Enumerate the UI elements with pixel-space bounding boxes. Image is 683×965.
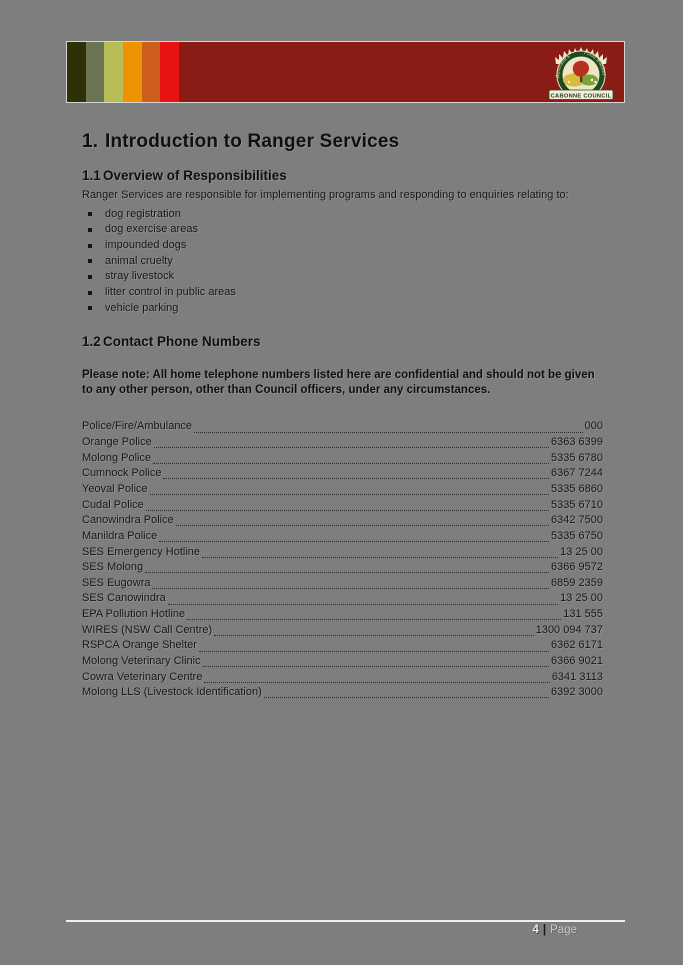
list-item (82, 269, 603, 285)
dotted-leader (150, 494, 549, 495)
dotted-leader (145, 572, 549, 573)
phone-row (82, 435, 603, 451)
contact-name: Cumnock Police (82, 467, 162, 480)
contact-name: Police/Fire/Ambulance (82, 420, 193, 433)
logo-ribbon-text: CABONNE COUNCIL (550, 93, 612, 100)
logo-arc-right-text: Food Basket (583, 50, 607, 76)
section-number: 1.2 (82, 334, 101, 350)
section-label: Contact Phone Numbers (103, 334, 261, 350)
list-item-label: stray livestock (105, 270, 175, 283)
contact-name: Canowindra Police (82, 514, 174, 527)
phone-row (82, 560, 603, 576)
phone-row (82, 498, 603, 514)
contact-number: 131 555 (563, 608, 603, 621)
phone-row (82, 451, 603, 467)
contact-number: 5335 6860 (551, 482, 603, 495)
section-heading-contacts (82, 334, 603, 349)
list-item (82, 254, 603, 270)
dotted-leader (187, 619, 561, 620)
contact-number: 6363 6399 (551, 436, 603, 449)
list-item-label: impounded dogs (105, 238, 187, 251)
contact-number: 5335 6780 (551, 451, 603, 464)
dotted-leader (176, 525, 549, 526)
phone-row (82, 513, 603, 529)
contact-number: 13 25 00 (560, 592, 603, 605)
contact-name: Orange Police (82, 436, 152, 449)
dotted-leader (199, 651, 549, 652)
dotted-leader (159, 541, 549, 542)
color-stripe (160, 42, 179, 102)
dotted-leader (202, 557, 558, 558)
contact-number: 5335 6710 (551, 498, 603, 511)
list-item-label: dog registration (105, 207, 181, 220)
contact-number: 6392 3000 (551, 686, 603, 699)
phone-row (82, 607, 603, 623)
phone-row (82, 591, 603, 607)
phone-row (82, 654, 603, 670)
list-item (82, 207, 603, 223)
contact-name: Cudal Police (82, 498, 144, 511)
page-title (82, 131, 603, 153)
square-bullet-icon (88, 291, 92, 295)
contact-name: EPA Pollution Hotline (82, 608, 186, 621)
contact-number: 6367 7244 (551, 467, 603, 480)
contact-number: 1300 094 737 (535, 623, 603, 636)
contact-name: Molong Veterinary Clinic (82, 655, 201, 668)
document-content (82, 124, 603, 701)
responsibilities-list (82, 207, 603, 317)
contact-name: Cowra Veterinary Centre (82, 670, 203, 683)
dotted-leader (264, 697, 549, 698)
contact-name: Yeoval Police (82, 482, 148, 495)
list-item (82, 285, 603, 301)
contact-name: WIRES (NSW Call Centre) (82, 623, 213, 636)
dotted-leader (214, 635, 534, 636)
banner-maroon-field (179, 42, 624, 102)
page-number-label: Page (550, 924, 577, 936)
phone-row (82, 685, 603, 701)
square-bullet-icon (88, 212, 92, 216)
square-bullet-icon (88, 244, 92, 248)
square-bullet-icon (88, 259, 92, 263)
phone-row (82, 466, 603, 482)
section-heading-overview (82, 168, 603, 183)
contact-number: 5335 6750 (551, 529, 603, 542)
color-stripes (67, 42, 179, 102)
contact-name: SES Emergency Hotline (82, 545, 200, 558)
list-item (82, 222, 603, 238)
contact-name: Molong Police (82, 451, 152, 464)
page-number-value: 4 (532, 924, 539, 936)
footer-rule (66, 920, 625, 922)
contact-name: RSPCA Orange Shelter (82, 639, 197, 652)
contact-number: 6366 9572 (551, 561, 603, 574)
dotted-leader (204, 682, 549, 683)
list-item-label: vehicle parking (105, 301, 179, 314)
color-stripe (67, 42, 86, 102)
section-label: Overview of Responsibilities (103, 168, 287, 183)
dotted-leader (168, 604, 558, 605)
dotted-leader (203, 666, 549, 667)
color-stripe (142, 42, 161, 102)
contact-name: Manildra Police (82, 529, 158, 542)
contact-number: 000 (584, 420, 603, 433)
title-label: Introduction to Ranger Services (105, 131, 400, 152)
list-item-label: dog exercise areas (105, 223, 198, 236)
dotted-leader (163, 478, 549, 479)
dotted-leader (194, 432, 583, 433)
overview-intro-paragraph: Ranger Services are responsible for implementing programs and responding to enquiries relating to: (82, 189, 569, 201)
contact-name: SES Canowindra (82, 592, 166, 605)
phone-row (82, 545, 603, 561)
page-number (66, 924, 625, 937)
phone-row (82, 529, 603, 545)
section-number: 1.1 (82, 168, 101, 183)
contact-number: 6859 2359 (551, 576, 603, 589)
dotted-leader (153, 463, 549, 464)
cabonne-council-logo-icon (542, 47, 620, 101)
page-number-separator: | (542, 924, 547, 936)
contact-number: 6366 9021 (551, 655, 603, 668)
dotted-leader (146, 510, 549, 511)
dotted-leader (152, 588, 549, 589)
square-bullet-icon (88, 275, 92, 279)
phone-directory (82, 419, 603, 701)
phone-row (82, 419, 603, 435)
logo-arc-left-text: Australia's (555, 53, 572, 79)
phone-row (82, 623, 603, 639)
list-item (82, 301, 603, 317)
square-bullet-icon (88, 306, 92, 310)
phone-row (82, 638, 603, 654)
list-item-label: animal cruelty (105, 254, 173, 267)
dotted-leader (154, 447, 549, 448)
header-banner (66, 41, 625, 103)
color-stripe (123, 42, 142, 102)
list-item (82, 238, 603, 254)
contact-number: 6362 6171 (551, 639, 603, 652)
contact-name: SES Eugowra (82, 576, 151, 589)
contact-name: Molong LLS (Livestock Identification) (82, 686, 262, 699)
phone-row (82, 482, 603, 498)
color-stripe (104, 42, 123, 102)
list-item-label: litter control in public areas (105, 286, 236, 299)
phone-row (82, 576, 603, 592)
contact-number: 6341 3113 (551, 670, 603, 683)
phone-row (82, 670, 603, 686)
confidentiality-note: Please note: All home telephone numbers listed here are confidential and should not be given to any other person, other than Council officers, under any circumstances. (82, 369, 595, 396)
color-stripe (86, 42, 105, 102)
title-number: 1. (82, 131, 99, 152)
contact-number: 13 25 00 (560, 545, 603, 558)
contact-number: 6342 7500 (551, 514, 603, 527)
contact-name: SES Molong (82, 561, 144, 574)
square-bullet-icon (88, 228, 92, 232)
